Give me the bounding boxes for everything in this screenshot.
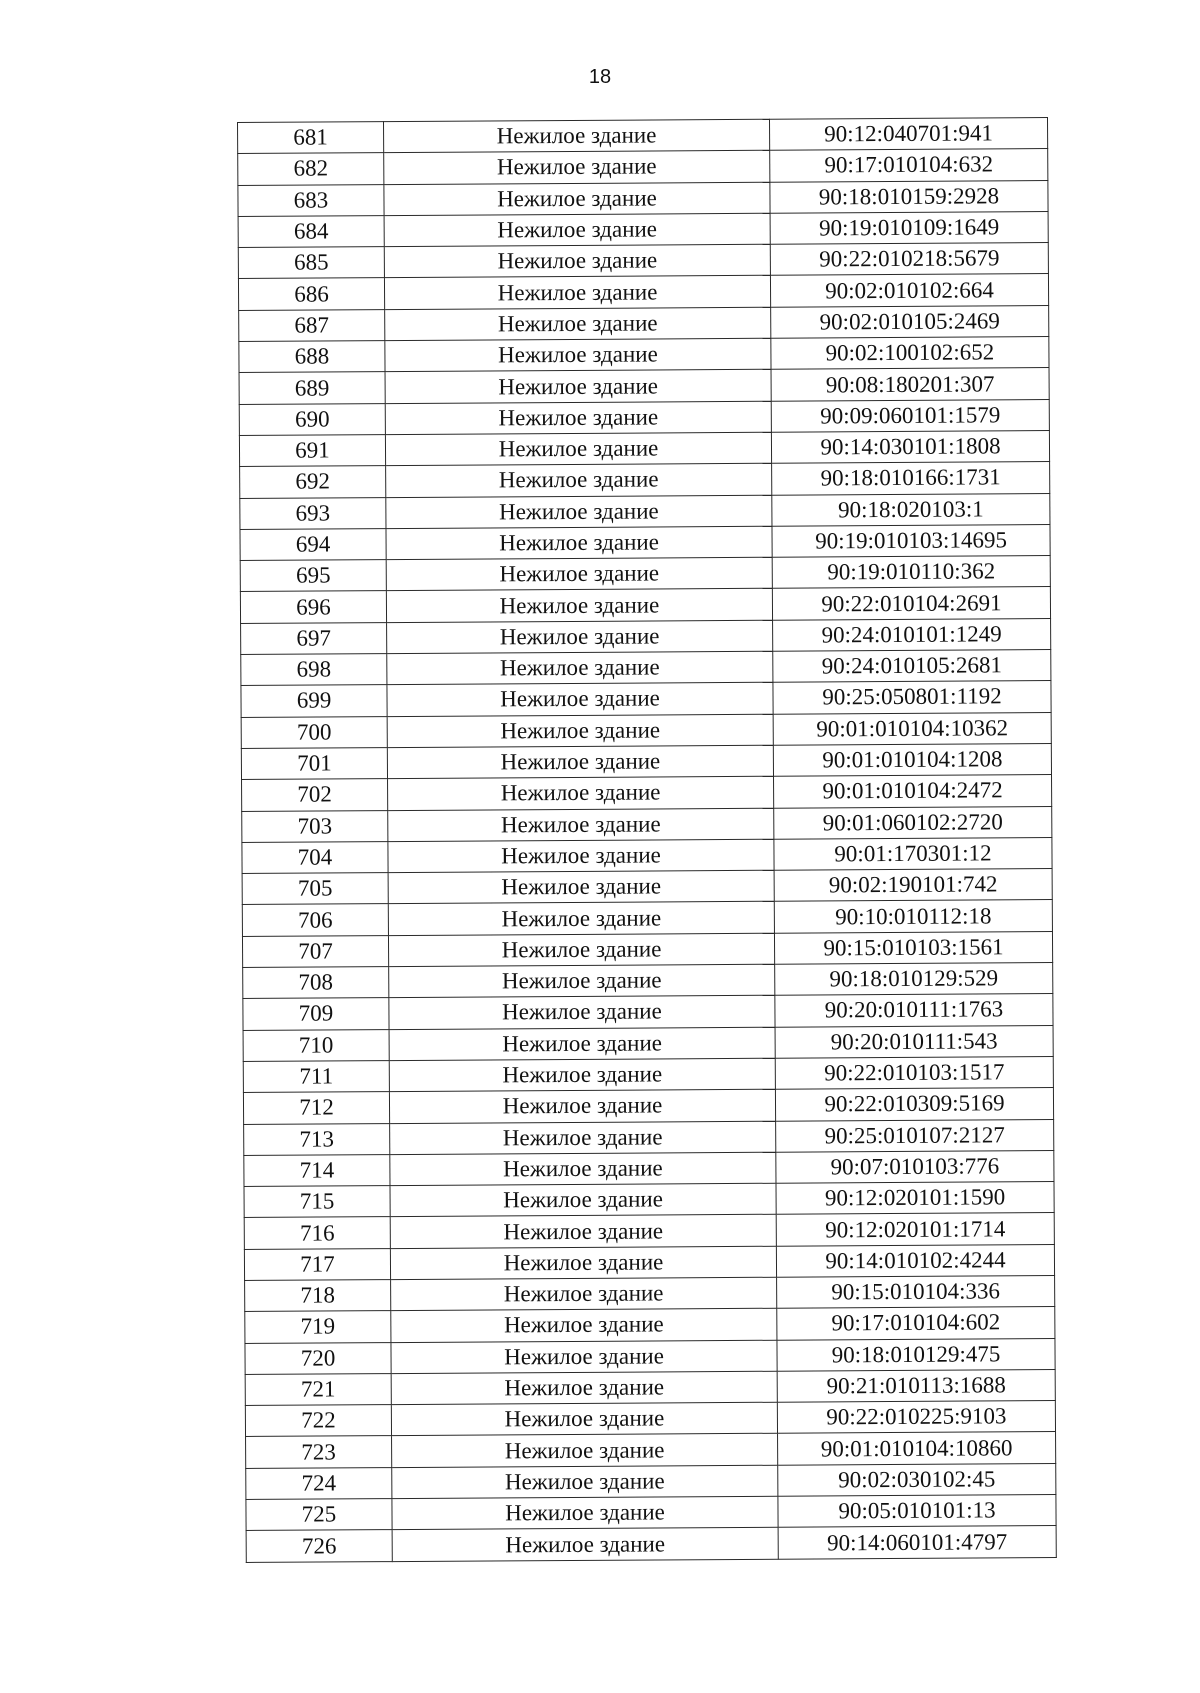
table-row: [244, 1244, 1054, 1280]
row-number-cell: 725: [246, 1499, 392, 1531]
cadastral-number-cell: 90:09:060101:1579: [771, 399, 1049, 432]
object-type-cell: Нежилое здание: [387, 745, 773, 779]
cadastral-number-cell: 90:01:170301:12: [774, 837, 1052, 870]
object-type-cell: Нежилое здание: [388, 839, 774, 873]
cadastral-number-cell: 90:18:010129:475: [777, 1338, 1055, 1371]
object-type-cell: Нежилое здание: [390, 1246, 776, 1280]
table-row: [243, 1088, 1053, 1124]
row-number-cell: 698: [241, 654, 387, 686]
table-row: [243, 963, 1053, 999]
table-row: [240, 462, 1050, 498]
row-number-cell: 707: [242, 935, 388, 967]
cadastral-number-cell: 90:02:100102:652: [771, 337, 1049, 370]
object-type-cell: Нежилое здание: [392, 1528, 778, 1562]
row-number-cell: 700: [241, 716, 387, 748]
object-type-cell: Нежилое здание: [392, 1434, 778, 1468]
row-number-cell: 722: [245, 1405, 391, 1437]
cadastral-number-cell: 90:22:010225:9103: [777, 1401, 1055, 1434]
table-row: [238, 243, 1048, 279]
table-row: [242, 806, 1052, 842]
object-type-cell: Нежилое здание: [389, 1058, 775, 1092]
row-number-cell: 687: [239, 309, 385, 341]
cadastral-number-cell: 90:20:010111:543: [775, 1025, 1053, 1058]
row-number-cell: 690: [239, 403, 385, 435]
object-type-cell: Нежилое здание: [391, 1340, 777, 1374]
table-row: [241, 618, 1051, 654]
cadastral-number-cell: 90:22:010104:2691: [772, 587, 1050, 620]
cadastral-number-cell: 90:20:010111:1763: [775, 994, 1053, 1027]
page-number: 18: [588, 66, 612, 88]
cadastral-number-cell: 90:01:060102:2720: [774, 806, 1052, 839]
table-row: [246, 1495, 1056, 1531]
object-type-cell: Нежилое здание: [392, 1496, 778, 1530]
cadastral-number-cell: 90:15:010104:336: [777, 1276, 1055, 1309]
table-row: [242, 837, 1052, 873]
table-row: [245, 1401, 1055, 1437]
cadastral-number-cell: 90:02:030102:45: [778, 1463, 1056, 1496]
table-row: [238, 180, 1048, 216]
row-number-cell: 721: [245, 1373, 391, 1405]
table-row: [244, 1150, 1054, 1186]
object-type-cell: Нежилое здание: [391, 1402, 777, 1436]
cadastral-number-cell: 90:02:010102:664: [770, 274, 1048, 307]
object-type-cell: Нежилое здание: [390, 1215, 776, 1249]
cadastral-number-cell: 90:24:010101:1249: [773, 618, 1051, 651]
cadastral-number-cell: 90:18:020103:1: [772, 493, 1050, 526]
object-type-cell: Нежилое здание: [385, 338, 771, 372]
cadastral-number-cell: 90:14:010102:4244: [776, 1244, 1054, 1277]
row-number-cell: 683: [238, 184, 384, 216]
row-number-cell: 699: [241, 685, 387, 717]
table-row: [238, 118, 1048, 154]
object-type-cell: Нежилое здание: [385, 370, 771, 404]
cadastral-number-cell: 90:12:040701:941: [769, 118, 1047, 151]
object-type-cell: Нежилое здание: [391, 1277, 777, 1311]
table-row: [246, 1526, 1056, 1562]
object-type-cell: Нежилое здание: [391, 1371, 777, 1405]
row-number-cell: 691: [239, 435, 385, 467]
table-row: [240, 556, 1050, 592]
registry-table-body: [238, 118, 1057, 1563]
object-type-cell: Нежилое здание: [390, 1121, 776, 1155]
object-type-cell: Нежилое здание: [388, 808, 774, 842]
object-type-cell: Нежилое здание: [387, 714, 773, 748]
row-number-cell: 693: [240, 497, 386, 529]
cadastral-number-cell: 90:19:010109:1649: [770, 211, 1048, 244]
row-number-cell: 705: [242, 873, 388, 905]
object-type-cell: Нежилое здание: [387, 651, 773, 685]
object-type-cell: Нежилое здание: [387, 683, 773, 717]
table-row: [240, 493, 1050, 529]
cadastral-number-cell: 90:01:010104:2472: [774, 775, 1052, 808]
row-number-cell: 689: [239, 372, 385, 404]
table-row: [239, 399, 1049, 435]
table-row: [245, 1276, 1055, 1312]
cadastral-number-cell: 90:01:010104:1208: [773, 743, 1051, 776]
table-row: [244, 1182, 1054, 1218]
cadastral-number-cell: 90:18:010159:2928: [770, 180, 1048, 213]
row-number-cell: 717: [244, 1248, 390, 1280]
table-row: [239, 305, 1049, 341]
object-type-cell: Нежилое здание: [388, 902, 774, 936]
row-number-cell: 708: [243, 967, 389, 999]
table-row: [238, 149, 1048, 185]
object-type-cell: Нежилое здание: [389, 1027, 775, 1061]
object-type-cell: Нежилое здание: [384, 182, 770, 216]
cadastral-number-cell: 90:01:010104:10362: [773, 712, 1051, 745]
row-number-cell: 696: [240, 591, 386, 623]
cadastral-number-cell: 90:14:030101:1808: [771, 431, 1049, 464]
object-type-cell: Нежилое здание: [388, 776, 774, 810]
table-row: [241, 712, 1051, 748]
row-number-cell: 701: [241, 748, 387, 780]
object-type-cell: Нежилое здание: [386, 495, 772, 529]
table-row: [246, 1432, 1056, 1468]
row-number-cell: 712: [243, 1092, 389, 1124]
object-type-cell: Нежилое здание: [388, 870, 774, 904]
table-row: [240, 524, 1050, 560]
row-number-cell: 706: [242, 904, 388, 936]
cadastral-number-cell: 90:18:010166:1731: [772, 462, 1050, 495]
object-type-cell: Нежилое здание: [386, 589, 772, 623]
cadastral-number-cell: 90:14:060101:4797: [778, 1526, 1056, 1559]
row-number-cell: 685: [238, 247, 384, 279]
row-number-cell: 694: [240, 528, 386, 560]
cadastral-number-cell: 90:24:010105:2681: [773, 650, 1051, 683]
row-number-cell: 688: [239, 341, 385, 373]
object-type-cell: Нежилое здание: [387, 620, 773, 654]
row-number-cell: 713: [244, 1123, 390, 1155]
row-number-cell: 710: [243, 1029, 389, 1061]
row-number-cell: 726: [246, 1530, 392, 1562]
row-number-cell: 702: [242, 779, 388, 811]
table-row: [242, 900, 1052, 936]
object-type-cell: Нежилое здание: [385, 432, 771, 466]
cadastral-number-cell: 90:15:010103:1561: [774, 931, 1052, 964]
table-row: [242, 931, 1052, 967]
cadastral-number-cell: 90:08:180201:307: [771, 368, 1049, 401]
cadastral-number-cell: 90:10:010112:18: [774, 900, 1052, 933]
cadastral-number-cell: 90:22:010218:5679: [770, 243, 1048, 276]
row-number-cell: 724: [246, 1467, 392, 1499]
row-number-cell: 709: [243, 998, 389, 1030]
cadastral-number-cell: 90:17:010104:632: [770, 149, 1048, 182]
table-row: [244, 1119, 1054, 1155]
object-type-cell: Нежилое здание: [392, 1465, 778, 1499]
table-row: [245, 1369, 1055, 1405]
cadastral-number-cell: 90:02:190101:742: [774, 869, 1052, 902]
object-type-cell: Нежилое здание: [384, 151, 770, 185]
cadastral-number-cell: 90:07:010103:776: [776, 1150, 1054, 1183]
table-row: [239, 368, 1049, 404]
row-number-cell: 697: [241, 622, 387, 654]
table-row: [241, 743, 1051, 779]
cadastral-number-cell: 90:25:050801:1192: [773, 681, 1051, 714]
object-type-cell: Нежилое здание: [389, 1089, 775, 1123]
row-number-cell: 716: [244, 1217, 390, 1249]
table-row: [239, 431, 1049, 467]
object-type-cell: Нежилое здание: [391, 1309, 777, 1343]
row-number-cell: 711: [243, 1060, 389, 1092]
row-number-cell: 703: [242, 810, 388, 842]
cadastral-number-cell: 90:18:010129:529: [775, 963, 1053, 996]
cadastral-number-cell: 90:05:010101:13: [778, 1495, 1056, 1528]
row-number-cell: 718: [245, 1280, 391, 1312]
object-type-cell: Нежилое здание: [384, 213, 770, 247]
object-type-cell: Нежилое здание: [388, 933, 774, 967]
cadastral-number-cell: 90:12:020101:1714: [776, 1213, 1054, 1246]
table-row: [241, 681, 1051, 717]
row-number-cell: 719: [245, 1311, 391, 1343]
cadastral-number-cell: 90:01:010104:10860: [778, 1432, 1056, 1465]
object-type-cell: Нежилое здание: [385, 401, 771, 435]
object-type-cell: Нежилое здание: [386, 557, 772, 591]
cadastral-number-cell: 90:19:010103:14695: [772, 524, 1050, 557]
object-type-cell: Нежилое здание: [384, 119, 770, 153]
cadastral-number-cell: 90:21:010113:1688: [777, 1369, 1055, 1402]
table-row: [241, 650, 1051, 686]
cadastral-number-cell: 90:19:010110:362: [772, 556, 1050, 589]
row-number-cell: 723: [246, 1436, 392, 1468]
table-row: [240, 587, 1050, 623]
row-number-cell: 684: [238, 215, 384, 247]
table-row: [245, 1338, 1055, 1374]
table-row: [238, 274, 1048, 310]
table-row: [245, 1307, 1055, 1343]
table-row: [243, 1056, 1053, 1092]
object-type-cell: Нежилое здание: [389, 964, 775, 998]
object-type-cell: Нежилое здание: [384, 276, 770, 310]
row-number-cell: 686: [238, 278, 384, 310]
cadastral-number-cell: 90:17:010104:602: [777, 1307, 1055, 1340]
table-row: [238, 211, 1048, 247]
row-number-cell: 720: [245, 1342, 391, 1374]
object-type-cell: Нежилое здание: [389, 996, 775, 1030]
row-number-cell: 695: [240, 560, 386, 592]
object-type-cell: Нежилое здание: [386, 464, 772, 498]
table-row: [243, 1025, 1053, 1061]
row-number-cell: 682: [238, 153, 384, 185]
row-number-cell: 704: [242, 841, 388, 873]
object-type-cell: Нежилое здание: [384, 244, 770, 278]
cadastral-number-cell: 90:22:010103:1517: [775, 1056, 1053, 1089]
table-row: [242, 869, 1052, 905]
cadastral-number-cell: 90:25:010107:2127: [776, 1119, 1054, 1152]
table-row: [246, 1463, 1056, 1499]
row-number-cell: 681: [238, 122, 384, 154]
row-number-cell: 714: [244, 1154, 390, 1186]
cadastral-number-cell: 90:12:020101:1590: [776, 1182, 1054, 1215]
object-type-cell: Нежилое здание: [386, 526, 772, 560]
cadastral-number-cell: 90:22:010309:5169: [775, 1088, 1053, 1121]
object-type-cell: Нежилое здание: [390, 1183, 776, 1217]
table-row: [239, 337, 1049, 373]
table-row: [244, 1213, 1054, 1249]
registry-table: [237, 117, 1057, 1563]
table-row: [243, 994, 1053, 1030]
cadastral-number-cell: 90:02:010105:2469: [771, 305, 1049, 338]
object-type-cell: Нежилое здание: [390, 1152, 776, 1186]
row-number-cell: 715: [244, 1186, 390, 1218]
row-number-cell: 692: [240, 466, 386, 498]
table-row: [242, 775, 1052, 811]
object-type-cell: Нежилое здание: [385, 307, 771, 341]
